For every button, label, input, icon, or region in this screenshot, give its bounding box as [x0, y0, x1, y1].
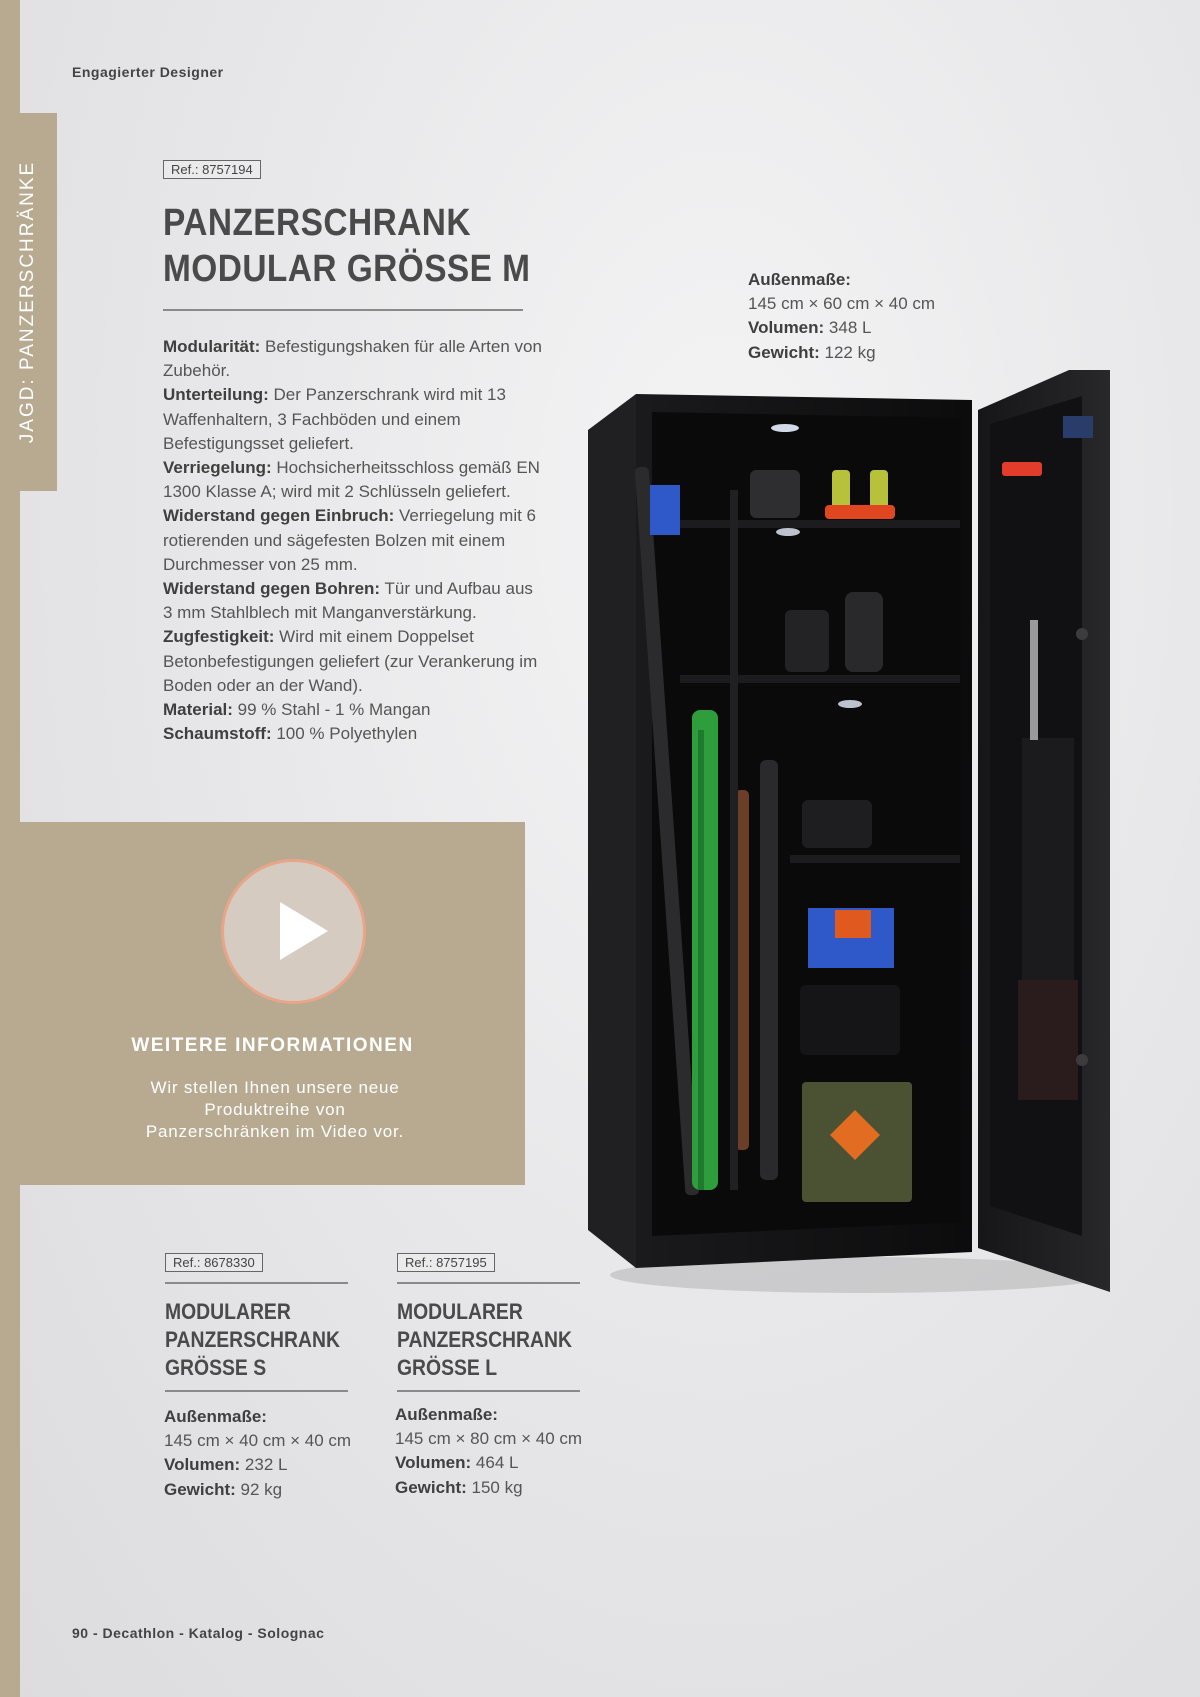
main-title-line-2: MODULAR GRÖSSE M	[163, 248, 531, 290]
play-button[interactable]	[221, 859, 366, 1004]
title-divider	[163, 309, 523, 311]
main-title-line-1: PANZERSCHRANK	[163, 202, 471, 244]
spec-division: Unterteilung: Der Panzerschrank wird mit 13 Waffenhaltern, 3 Fachböden und einem Befestigungsset geliefert.	[163, 385, 506, 453]
dims-label: Außenmaße:	[748, 270, 851, 289]
section-header: Engagierter Designer	[72, 64, 224, 80]
product-s-ref: Ref.: 8678330	[165, 1253, 263, 1272]
product-l-ref: Ref.: 8757195	[397, 1253, 495, 1272]
play-icon	[280, 902, 328, 960]
volume-value: 348 L	[824, 318, 872, 338]
side-section-label: JAGD: PANZERSCHRÄNKE	[17, 160, 38, 444]
product-s-top-rule	[165, 1282, 348, 1284]
safe-product-image	[570, 370, 1110, 1330]
product-l-top-rule	[397, 1282, 580, 1284]
spec-drill-resistance: Widerstand gegen Bohren: Tür und Aufbau aus 3 mm Stahlblech mit Manganverstärkung.	[163, 579, 533, 623]
spec-pull-strength: Zugfestigkeit: Wird mit einem Doppelset Betonbefestigungen geliefert (zur Verankerung im Boden oder an der Wand).	[163, 627, 538, 695]
page-footer: 90 - Decathlon - Katalog - Solognac	[72, 1625, 325, 1641]
spec-material: Material: 99 % Stahl - 1 % Mangan	[163, 700, 431, 720]
product-s-title: MODULARER PANZERSCHRANK GRÖSSE S	[165, 1299, 340, 1380]
spec-foam: Schaumstoff: 100 % Polyethylen	[163, 724, 418, 744]
main-product-title	[163, 200, 530, 292]
video-title: WEITERE INFORMATIONEN	[131, 1035, 414, 1056]
spec-locking: Verriegelung: Hochsicherheitsschloss gemäß EN 1300 Klasse A; wird mit 2 Schlüsseln geliefert.	[163, 458, 540, 502]
video-description: Wir stellen Ihnen unsere neue Produktreihe von Panzerschränken im Video vor.	[145, 1078, 405, 1141]
main-product-dimensions: Außenmaße: 145 cm × 60 cm × 40 cm Volumen: 348 L Gewicht: 122 kg	[748, 270, 936, 362]
spec-modularity: Modularität: Befestigungshaken für alle Arten von Zubehör.	[163, 337, 542, 381]
main-product-specs	[163, 335, 543, 746]
weight-value: 122 kg	[819, 342, 876, 362]
product-s-bottom-rule	[165, 1390, 348, 1392]
video-promo-box	[20, 822, 525, 1185]
spec-burglary-resistance: Widerstand gegen Einbruch: Verriegelung mit 6 rotierenden und sägefesten Bolzen mit einem Durchmesser von 25 mm.	[163, 506, 537, 574]
product-s-dimensions: Außenmaße: 145 cm × 40 cm × 40 cm Volumen: 232 L Gewicht: 92 kg	[164, 1407, 352, 1499]
dims-value: 145 cm × 60 cm × 40 cm	[748, 294, 936, 314]
main-product-ref: Ref.: 8757194	[163, 160, 261, 179]
product-l-title: MODULARER PANZERSCHRANK GRÖSSE L	[397, 1299, 572, 1380]
product-l-bottom-rule	[397, 1390, 580, 1392]
product-l-dimensions: Außenmaße: 145 cm × 80 cm × 40 cm Volumen: 464 L Gewicht: 150 kg	[395, 1405, 583, 1497]
